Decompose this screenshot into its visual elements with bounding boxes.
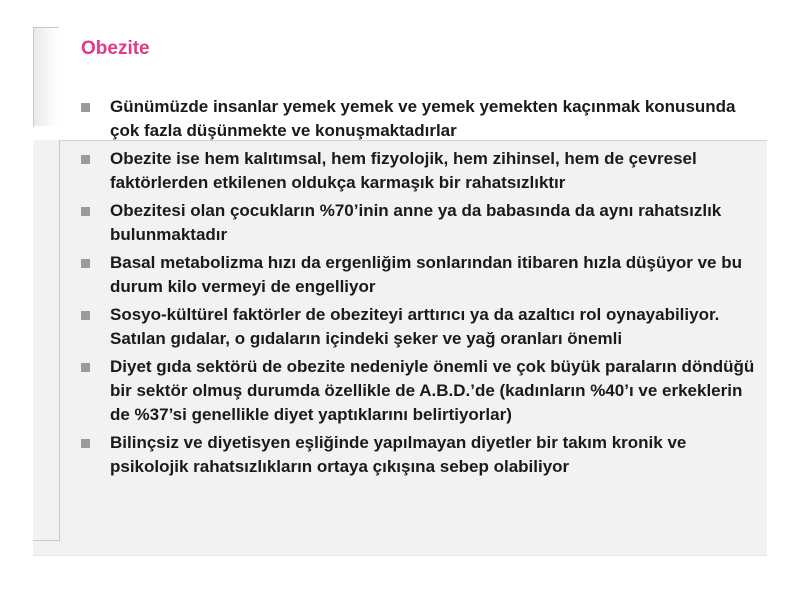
square-bullet-icon (81, 103, 90, 112)
bullet-text: Obezitesi olan çocukların %70’inin anne ya da babasında da aynı rahatsızlık bulunmaktadır (110, 201, 722, 244)
square-bullet-icon (81, 311, 90, 320)
square-bullet-icon (81, 259, 90, 268)
square-bullet-icon (81, 155, 90, 164)
bullet-text: Bilinçsiz ve diyetisyen eşliğinde yapılmayan diyetler bir takım kronik ve psikolojik rahatsızlıkların ortaya çıkışına sebep olabiliyor (110, 433, 687, 476)
bullet-item (80, 199, 760, 247)
bullet-item (80, 147, 760, 195)
bullet-text: Diyet gıda sektörü de obezite nedeniyle önemli ve çok büyük paraların döndüğü bir sektör olmuş durumda özellikle de A.B.D.’de (kadınların %40’ı ve erkeklerin de %37’si genellikle diyet yaptıklarını belirtiyorlar) (110, 357, 755, 424)
bullet-item (80, 355, 760, 427)
slide-title: Obezite (81, 38, 150, 59)
bullet-text: Sosyo-kültürel faktörler de obeziteyi arttırıcı ya da azaltıcı rol oynayabiliyor. Satılan gıdalar, o gıdaların içindeki şeker ve yağ oranları önemli (110, 305, 720, 348)
decorative-frame-bottom (33, 140, 60, 541)
bullet-item (80, 251, 760, 299)
bullet-item (80, 95, 760, 143)
square-bullet-icon (81, 207, 90, 216)
bullet-text: Basal metabolizma hızı da ergenliğim sonlarından itibaren hızla düşüyor ve bu durum kilo vermeyi de engelliyor (110, 253, 742, 296)
bullet-text: Günümüzde insanlar yemek yemek ve yemek yemekten kaçınmak konusunda çok fazla düşünmekte ve konuşmaktadırlar (110, 97, 736, 140)
bullet-item (80, 303, 760, 351)
bullet-item (80, 431, 760, 479)
bullet-text: Obezite ise hem kalıtımsal, hem fizyolojik, hem zihinsel, hem de çevresel faktörlerden etkilenen oldukça karmaşık bir rahatsızlıktır (110, 149, 697, 192)
square-bullet-icon (81, 363, 90, 372)
decorative-frame-shade (34, 28, 58, 126)
square-bullet-icon (81, 439, 90, 448)
bullet-list (80, 95, 760, 483)
